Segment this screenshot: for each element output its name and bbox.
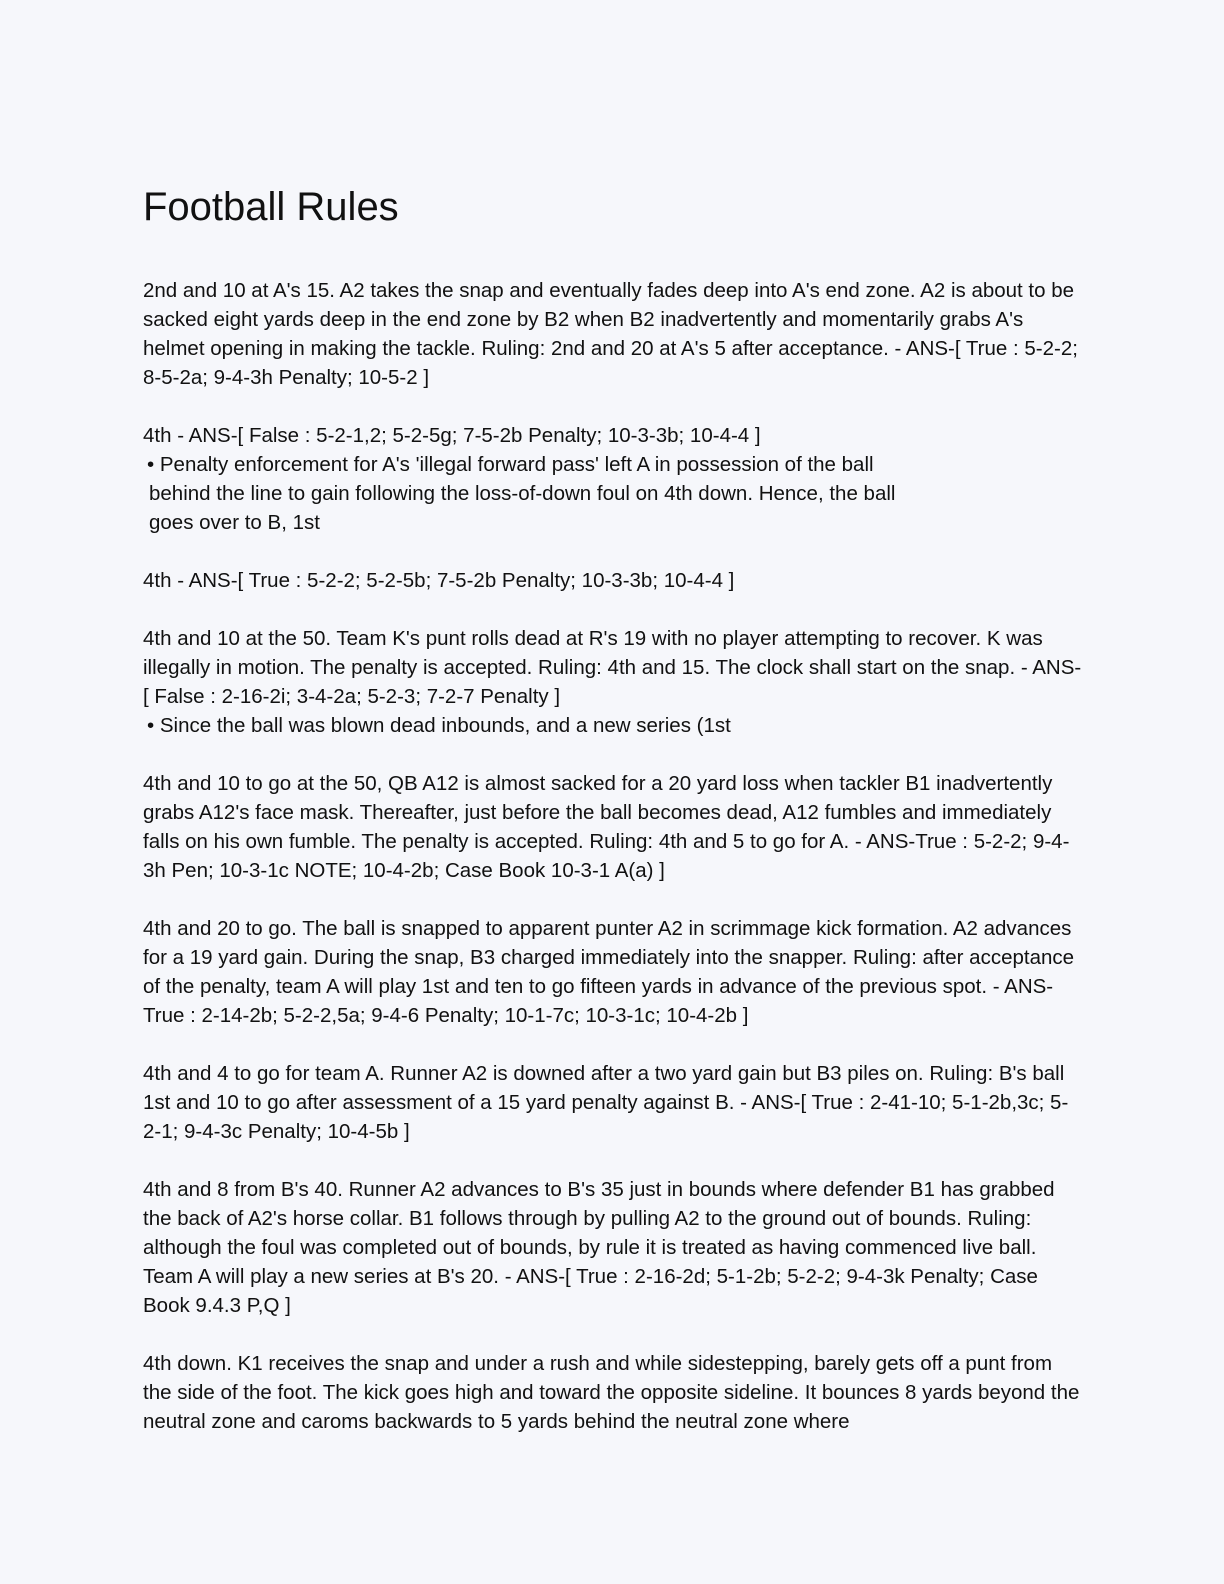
document-body: [143, 276, 1083, 1436]
rule-entry-8: [143, 1175, 1083, 1320]
entry-text: 4th and 10 at the 50. Team K's punt rolls dead at R's 19 with no player attempting to recover. K was illegally in motion. The penalty is accepted. Ruling: 4th and 15. The clock shall start on the snap. - ANS-[ False : 2-16-2i; 3-4-2a; 5-2-3; 7-2-7 Penalty ]: [143, 627, 1082, 708]
entry-text: 4th - ANS-[ False : 5-2-1,2; 5-2-5g; 7-5-2b Penalty; 10-3-3b; 10-4-4 ]: [143, 424, 761, 447]
entry-text: 4th and 20 to go. The ball is snapped to apparent punter A2 in scrimmage kick formation. A2 advances for a 19 yard gain. During the snap, B3 charged immediately into the snapper. Ruling: after acceptance of the penalty, team A will play 1st and ten to go fifteen yards in advance of the previous spot. - ANS-True : 2-14-2b; 5-2-2,5a; 9-4-6 Penalty; 10-1-7c; 10-3-1c; 10-4-2b ]: [143, 917, 1075, 1027]
rule-entry-9: [143, 1349, 1083, 1436]
rule-entry-5: [143, 769, 1083, 885]
rule-entry-7: [143, 1059, 1083, 1146]
entry-text: 4th and 4 to go for team A. Runner A2 is downed after a two yard gain but B3 piles on. Ruling: B's ball 1st and 10 to go after assessment of a 15 yard penalty against B. - ANS-[ True : 2-41-10; 5-1-2b,3c; 5-2-1; 9-4-3c Penalty; 10-4-5b ]: [143, 1062, 1069, 1143]
rule-entry-2: [143, 421, 1083, 537]
entry-text: 4th - ANS-[ True : 5-2-2; 5-2-5b; 7-5-2b Penalty; 10-3-3b; 10-4-4 ]: [143, 569, 735, 592]
document-content: [143, 180, 1083, 1465]
entry-text: 2nd and 10 at A's 15. A2 takes the snap and eventually fades deep into A's end zone. A2 is about to be sacked eight yards deep in the end zone by B2 when B2 inadvertently and momentarily grabs A's helmet opening in making the tackle. Ruling: 2nd and 20 at A's 5 after acceptance. - ANS-[ True : 5-2-2; 8-5-2a; 9-4-3h Penalty; 10-5-2 ]: [143, 279, 1078, 389]
page-title: Football Rules: [143, 185, 399, 229]
entry-text: 4th and 10 to go at the 50, QB A12 is almost sacked for a 20 yard loss when tackler B1 inadvertently grabs A12's face mask. Thereafter, just before the ball becomes dead, A12 fumbles and immediately falls on his own fumble. The penalty is accepted. Ruling: 4th and 5 to go for A. - ANS-True : 5-2-2; 9-4-3h Pen; 10-3-1c NOTE; 10-4-2b; Case Book 10-3-1 A(a) ]: [143, 772, 1070, 882]
bullet-line: • Since the ball was blown dead inbounds, and a new series (1st: [147, 714, 731, 737]
entry-text: 4th and 8 from B's 40. Runner A2 advances to B's 35 just in bounds where defender B1 has grabbed the back of A2's horse collar. B1 follows through by pulling A2 to the ground out of bounds. Ruling: although the foul was completed out of bounds, by rule it is treated as having commenced live ball. Team A will play a new series at B's 20. - ANS-[ True : 2-16-2d; 5-1-2b; 5-2-2; 9-4-3k Penalty; Case Book 9.4.3 P,Q ]: [143, 1178, 1055, 1317]
bullet-line: goes over to B, 1st: [149, 511, 320, 534]
bullet-line: behind the line to gain following the loss-of-down foul on 4th down. Hence, the ball: [149, 482, 896, 505]
rule-entry-1: [143, 276, 1083, 392]
rule-entry-6: [143, 914, 1083, 1030]
bullet-line: • Penalty enforcement for A's 'illegal forward pass' left A in possession of the ball: [147, 453, 874, 476]
entry-text: 4th down. K1 receives the snap and under a rush and while sidestepping, barely gets off a punt from the side of the foot. The kick goes high and toward the opposite sideline. It bounces 8 yards beyond the neutral zone and caroms backwards to 5 yards behind the neutral zone where: [143, 1352, 1080, 1433]
rule-entry-4: [143, 624, 1083, 740]
rule-entry-3: [143, 566, 1083, 595]
